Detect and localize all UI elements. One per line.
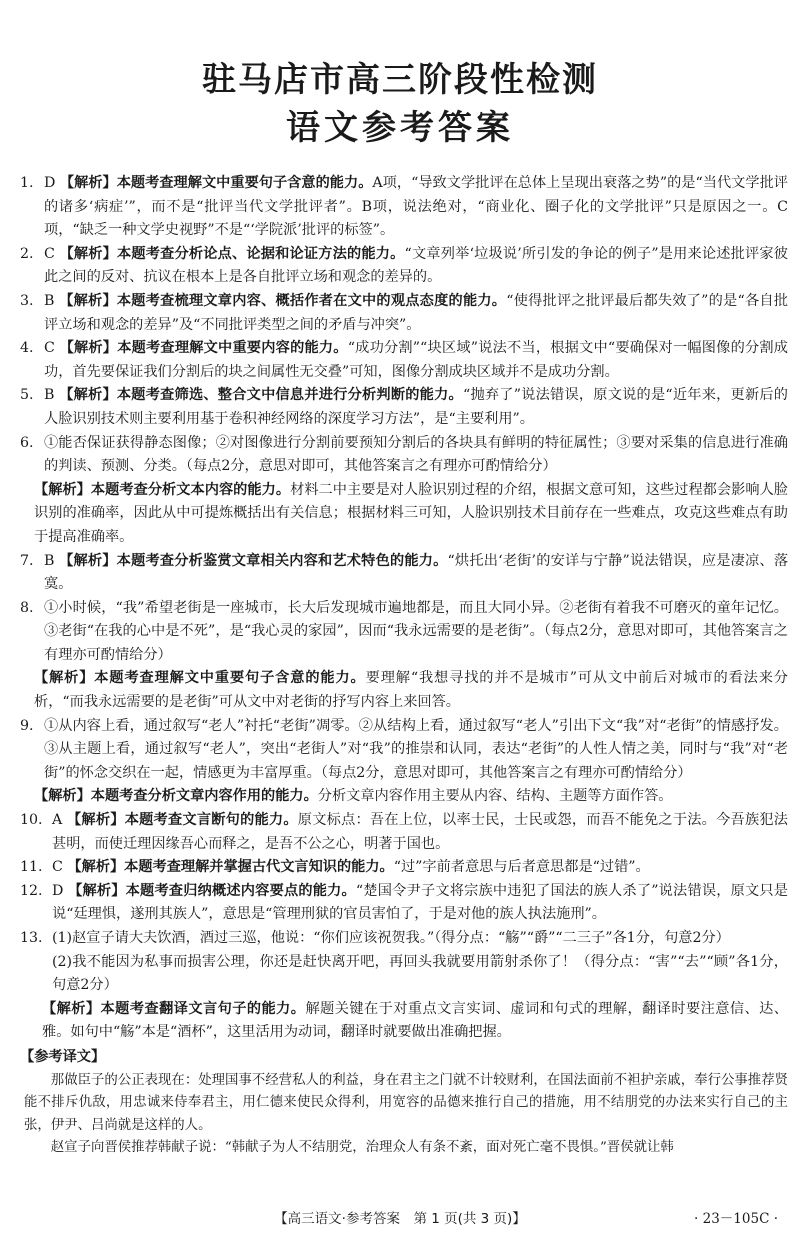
item-number: 3. [20, 292, 34, 309]
reference-paragraph-2: 赵宣子向晋侯推荐韩献子说：“韩献子为人不结朋党，治理众人有条不紊，面对死亡毫不畏惧。”晋侯就让韩 [50, 1140, 674, 1156]
answer-content [20, 172, 788, 1160]
analysis-tag: 【解析】本题考查分析文章内容作用的能力。 [34, 788, 318, 805]
analysis-text: “文章列举‘垃圾说’所引发的争论的例子”是用来论述批评家彼此之间的反对、抗议在根本上是各自批评立场和观念的差异的。 [44, 245, 788, 286]
analysis-text: 解题关键在于对重点文言实词、虚词和句式的理解，翻译时要注意信、达、雅。如句中“觞”本是“酒杯”，这里活用为动词，翻译时就要做出准确把握。 [42, 1000, 788, 1041]
item-number: 8. [20, 599, 34, 616]
item-number: 2. [20, 245, 34, 262]
answer-item-11 [20, 856, 788, 880]
answer-item-8 [20, 597, 788, 668]
item-number: 11. [20, 859, 43, 876]
analysis-tag: 【解析】本题考查翻译文言句子的能力。 [42, 1000, 306, 1017]
analysis-text: “过”字前者意思与后者意思都是“过错”。 [393, 859, 650, 876]
page-subtitle: 语文参考答案 [286, 108, 514, 148]
answer-item-13-part-2 [20, 951, 788, 998]
item-number: 6. [20, 434, 34, 451]
analysis-tag: 【解析】本题考查梳理文章内容、概括作者在文中的观点态度的能力。 [59, 292, 507, 309]
item-answer: A [52, 812, 63, 829]
analysis-text: “抛弃了”说法错误，原文说的是“近年来，更新后的人脸识别技术则主要利用基于卷积神经网络的深度学习方法”，是“主要利用”。 [44, 387, 788, 427]
item-answer: C [44, 245, 55, 262]
item-answer: B [44, 292, 55, 309]
answer-item-6 [20, 432, 788, 479]
analysis-tag: 【解析】本题考查分析鉴赏文章相关内容和艺术特色的能力。 [59, 552, 448, 569]
item-number: 10. [20, 812, 43, 829]
answer-item-4 [20, 337, 788, 384]
item-number: 7. [20, 552, 34, 569]
analysis-tag: 【解析】本题考查理解并掌握古代文言知识的能力。 [67, 859, 394, 876]
analysis-tag: 【解析】本题考查理解文中重要句子含意的能力。 [34, 670, 366, 687]
item-answer: D [52, 882, 64, 899]
answer-item-5 [20, 384, 788, 431]
analysis-tag: 【解析】本题考查筛选、整合文中信息并进行分析判断的能力。 [59, 387, 463, 404]
item-number: 13. [20, 930, 43, 946]
analysis-text: “楚国令尹子文将宗族中违犯了国法的族人杀了”说法错误，原文只是说“廷理惧，遂刑其族人”，意思是“管理刑狱的官员害怕了，于是对他的族人执法施刑”。 [52, 882, 788, 923]
analysis-block-9 [20, 785, 788, 809]
analysis-text: A项，“导致文学批评在总体上呈现出衰落之势”的是“当代文学批评的诸多‘病症’”，而不是“批评当代文学批评者”。B项，说法绝对，“商业化、圈子化的文学批评”只是原因之一。C项，“缺乏一种文学史视野”不是“‘学院派’批评的标签”。 [44, 175, 788, 239]
analysis-text: “烘托出‘老街’的安详与宁静”说法错误，应是凄凉、落寞。 [44, 552, 789, 593]
analysis-block-13 [20, 998, 788, 1045]
answer-item-3 [20, 290, 788, 337]
analysis-tag: 【解析】本题考查分析文本内容的能力。 [34, 481, 291, 498]
item-answer: D [44, 175, 56, 191]
footer-code: · 23－105C · [694, 1211, 778, 1227]
answer-item-7 [20, 550, 788, 597]
answer-item-1 [20, 172, 788, 243]
analysis-text: “成功分割”“块区域”说法不当，根据文中“要确保对一幅图像的分割成功，首先要保证我们分割后的块之间属性无交叠”可知，图像分割成块区域并不是成功分割。 [44, 340, 788, 380]
answer-text: ①能否保证获得静态图像；②对图像进行分割前要预知分割后的各块具有鲜明的特征属性；③要对采集的信息进行准确的判读、预测、分类。（每点2分，意思对即可，其他答案言之有理亦可酌情给分） [44, 434, 788, 475]
item-number: 9. [20, 717, 34, 734]
answer-item-13 [20, 927, 788, 951]
answer-part-1: (1)赵宣子请大夫饮酒，酒过三巡，他说：“你们应该祝贺我。”（得分点：“觞”“爵”“二三子”各1分，句意2分） [52, 930, 730, 946]
analysis-tag: 【解析】本题考查文言断句的能力。 [67, 812, 298, 829]
analysis-text: 分析文章内容作用主要从内容、结构、主题等方面作答。 [317, 788, 673, 805]
analysis-text: “使得批评之批评最后都失效了”的是“各自批评立场和观念的差异”及“不同批评类型之间的矛盾与冲突”。 [44, 292, 788, 333]
answer-text: ①从内容上看，通过叙写“老人”衬托“老街”凋零。②从结构上看，通过叙写“老人”引出下文“我”对“老街”的情感抒发。③从主题上看，通过叙写“老人”，突出“老街人”对“我”的推崇和认同，表达“老街”的人性人情之美，同时与“我”对“老街”的怀念交织在一起，情感更为丰富厚重。（每点2分，意思对即可，其他答案言之有理亦可酌情给分） [44, 717, 788, 781]
item-number: 1. [20, 175, 34, 191]
item-number: 5. [20, 387, 34, 404]
answer-text: ①小时候，“我”希望老街是一座城市，长大后发现城市遍地都是，而且大同小异。②老街有着我不可磨灭的童年记忆。③老街“在我的心中是不死”，是“我心灵的家园”，因而“我永远需要的是老街”。（每点2分，意思对即可，其他答案言之有理亦可酌情给分） [44, 599, 788, 663]
analysis-block-8 [20, 667, 788, 714]
answer-item-10 [20, 809, 788, 856]
reference-paragraph-1: 那做臣子的公正表现在：处理国事不经营私人的利益，身在君主之门就不计较财利，在国法面前不袒护亲戚，奉行公事推荐贤能不排斥仇敌，用忠诚来侍奉君主，用仁德来使民众得利，用宽容的品德来推行自己的措施，用不结朋党的办法来实行自己的主张，伊尹、吕尚就是这样的人。 [24, 1072, 788, 1133]
item-answer: C [52, 859, 63, 876]
item-answer: C [44, 340, 55, 357]
analysis-tag: 【解析】本题考查归纳概述内容要点的能力。 [68, 882, 356, 899]
item-answer: B [44, 387, 55, 404]
analysis-block-6 [20, 479, 788, 550]
analysis-text: 原文标点：吾在上位，以率士民，士民或怨，而吾不能免之于法。今吾族犯法甚明，而使迁理因缘吾心而释之，是吾不公之心，明著于国也。 [52, 812, 788, 852]
footer-page-info: 【高三语文·参考答案 第 1 页(共 3 页)】 [274, 1211, 526, 1227]
item-number: 12. [20, 882, 43, 899]
answer-item-12 [20, 880, 788, 927]
answer-item-2 [20, 243, 788, 290]
reference-heading: 【参考译文】 [20, 1048, 106, 1065]
item-answer: B [44, 552, 55, 569]
answer-part-2: (2)我不能因为私事而损害公理，你还是赶快离开吧，再回头我就要用箭射杀你了！（得分点：“害”“去”“顾”各1分，句意2分） [52, 953, 788, 994]
analysis-tag: 【解析】本题考查分析论点、论据和论证方法的能力。 [59, 245, 405, 262]
page-title: 驻马店市高三阶段性检测 [202, 60, 598, 100]
analysis-text: 要理解“我想寻找的并不是城市”可从文中前后对城市的看法来分析，“而我永远需要的是老街”可从文中对老街的抒写内容上来回答。 [34, 670, 788, 711]
analysis-tag: 【解析】本题考查理解文中重要内容的能力。 [59, 340, 348, 357]
item-number: 4. [20, 340, 34, 357]
analysis-text: 材料二中主要是对人脸识别过程的介绍，根据文意可知，这些过程都会影响人脸识别的准确率，因此从中可提炼概括出有关信息；根据材料三可知，人脸识别技术目前存在一些难点，攻克这些难点有助于提高准确率。 [34, 481, 788, 545]
answer-item-9 [20, 715, 788, 786]
analysis-tag: 【解析】本题考查理解文中重要句子含意的能力。 [59, 175, 373, 191]
